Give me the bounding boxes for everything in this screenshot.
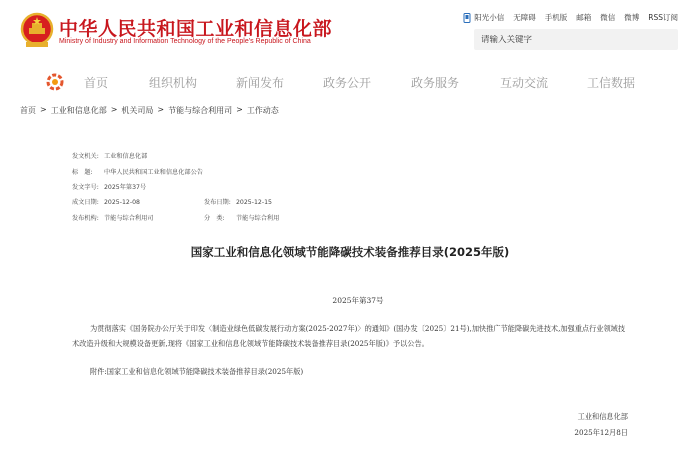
breadcrumb-home[interactable]: 首页 xyxy=(20,106,36,115)
nav-item-organization[interactable]: 组织机构 xyxy=(149,76,198,90)
top-link-mail[interactable]: 邮箱 xyxy=(576,13,592,22)
top-link-mobile[interactable]: 手机版 xyxy=(544,13,568,22)
nav-item-open-government[interactable]: 政务公开 xyxy=(323,76,372,90)
miit-logo-icon xyxy=(46,73,64,91)
breadcrumb-departments[interactable]: 机关司局 xyxy=(121,106,154,115)
nav-item-services[interactable]: 政务服务 xyxy=(411,76,460,90)
nav-item-home[interactable]: 首页 xyxy=(84,76,109,90)
nav-item-interaction[interactable]: 互动交流 xyxy=(500,76,549,90)
meta-category: 分 类: 节能与综合利用 xyxy=(204,215,280,222)
site-name[interactable]: 中华人民共和国工业和信息化部 xyxy=(59,18,333,40)
meta-docno: 发文字号: 2025年第37号 xyxy=(72,184,147,191)
main-nav xyxy=(0,73,700,91)
breadcrumb-work-news[interactable]: 工作动态 xyxy=(246,106,279,115)
meta-issuer: 发文机关: 工业和信息化部 xyxy=(72,153,148,160)
top-link-sunshine[interactable]: 阳光小信 xyxy=(463,12,504,23)
top-link-rss[interactable]: RSS订阅 xyxy=(648,13,678,22)
meta-written-date: 成文日期: 2025-12-08 xyxy=(72,199,140,206)
document-date: 2025年12月8日 xyxy=(574,428,628,437)
meta-title: 标 题: 中华人民共和国工业和信息化部公告 xyxy=(72,169,203,176)
document-number: 2025年第37号 xyxy=(332,296,384,305)
phone-icon xyxy=(463,13,471,23)
top-link-wechat[interactable]: 微信 xyxy=(600,13,616,22)
nav-item-data[interactable]: 工信数据 xyxy=(587,76,636,90)
breadcrumb-ministry[interactable]: 工业和信息化部 xyxy=(50,106,107,115)
top-link-accessibility[interactable]: 无障碍 xyxy=(513,13,536,22)
breadcrumb: 首页 > 工业和信息化部 > 机关司局 > 节能与综合利用司 > 工作动态 xyxy=(20,105,279,115)
meta-published-date: 发布日期: 2025-12-15 xyxy=(204,199,272,206)
document-title: 国家工业和信息化领域节能降碳技术装备推荐目录(2025年版) xyxy=(190,245,510,259)
top-link-weibo[interactable]: 微博 xyxy=(624,13,640,22)
search-input[interactable] xyxy=(474,35,678,45)
document-body: 为贯彻落实《国务院办公厅关于印发〈制造业绿色低碳发展行动方案(2025-2027年)〉的通知》(国办发〔2025〕21号),加快推广节能降碳先进技术,加强重点行业领域技术改造升级和大规模设备更新,现将《国家工业和信息化领域节能降碳技术装备推荐目录(2025年版)》予以公告。 xyxy=(72,324,626,348)
document-signature: 工业和信息化部 xyxy=(577,412,628,421)
national-emblem-icon xyxy=(20,12,54,48)
search-box xyxy=(474,29,678,50)
meta-org: 发布机构: 节能与综合利用司 xyxy=(72,215,154,222)
top-links xyxy=(454,12,678,23)
breadcrumb-energy-dept[interactable]: 节能与综合利用司 xyxy=(168,106,233,115)
site-name-english: Ministry of Industry and Information Technology of the People's Republic of China xyxy=(59,38,311,45)
document-attachment[interactable]: 附件:国家工业和信息化领域节能降碳技术装备推荐目录(2025年版) xyxy=(90,367,304,376)
nav-item-news[interactable]: 新闻发布 xyxy=(236,76,285,90)
